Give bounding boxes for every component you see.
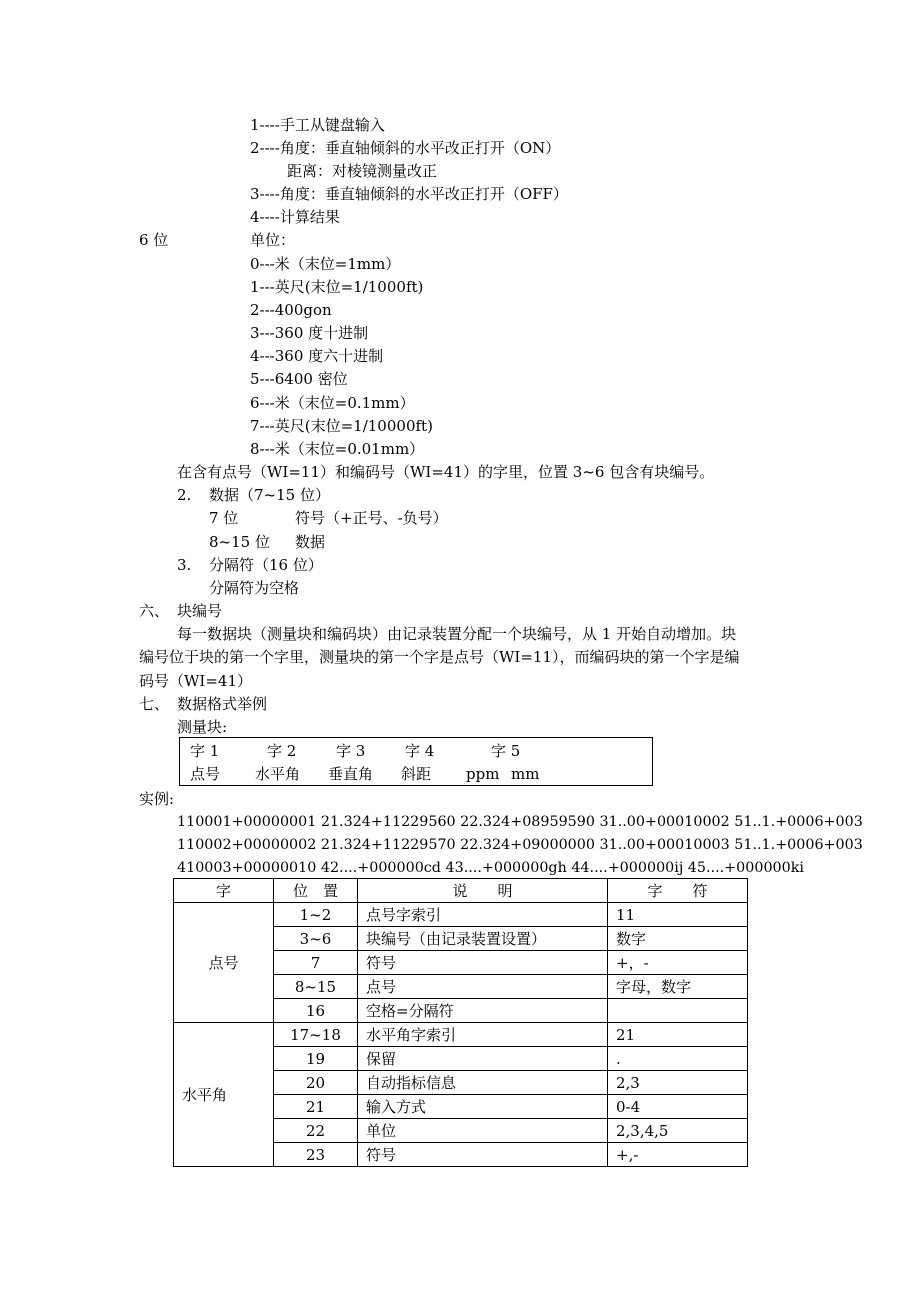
- example-line: 410003+00000010 42....+000000cd 43....+000000gh 44....+000000ij 45....+000000ki: [177, 860, 804, 876]
- word-label: 字 5: [491, 742, 521, 760]
- word-name: ppm: [466, 765, 500, 783]
- units-position-label: 6 位: [139, 231, 169, 249]
- input-mode-1: 1----手工从键盘输入: [250, 116, 385, 134]
- data-section-number: 2.: [177, 486, 192, 504]
- example-line: 110001+00000001 21.324+11229560 22.324+08959590 31..00+00010002 51..1.+0006+003: [177, 814, 863, 830]
- data-section-title: 数据（7~15 位）: [209, 486, 330, 504]
- word-name: 垂直角: [328, 765, 374, 783]
- description-cell: 点号: [358, 975, 608, 999]
- character-cell: 11: [608, 903, 748, 927]
- position-cell: 23: [274, 1143, 358, 1167]
- unit-item: 7---英尺(末位=1/10000ft): [250, 417, 433, 435]
- position-cell: 19: [274, 1047, 358, 1071]
- word-label: 字 1: [190, 742, 220, 760]
- description-cell: 自动指标信息: [358, 1071, 608, 1095]
- description-cell: 单位: [358, 1119, 608, 1143]
- character-cell: 2,3,4,5: [608, 1119, 748, 1143]
- character-cell: 字母，数字: [608, 975, 748, 999]
- example-line: 110002+00000002 21.324+11229570 22.324+09000000 31..00+00010003 51..1.+0006+003: [177, 837, 863, 853]
- description-cell: 水平角字索引: [358, 1023, 608, 1047]
- unit-item: 8---米（末位=0.01mm）: [250, 440, 425, 458]
- word-label: 字 4: [405, 742, 435, 760]
- table-header-cell: 说 明: [358, 879, 608, 903]
- description-cell: 符号: [358, 1143, 608, 1167]
- format-table: [173, 878, 748, 1167]
- position-cell: 1~2: [274, 903, 358, 927]
- section-6-number: 六、: [139, 602, 170, 620]
- table-header-cell: 字: [174, 879, 274, 903]
- description-cell: 符号: [358, 951, 608, 975]
- position-cell: 22: [274, 1119, 358, 1143]
- unit-item: 2---400gon: [250, 301, 332, 319]
- character-cell: 21: [608, 1023, 748, 1047]
- word-name: mm: [511, 765, 540, 783]
- measurement-block-label: 测量块:: [177, 718, 228, 736]
- character-cell: 数字: [608, 927, 748, 951]
- description-cell: 保留: [358, 1047, 608, 1071]
- group-point-number: 点号: [174, 903, 274, 1023]
- separator-section-number: 3.: [177, 556, 192, 574]
- position-cell: 7: [274, 951, 358, 975]
- position-cell: 3~6: [274, 927, 358, 951]
- section-6-para-line-1: 每一数据块（测量块和编码块）由记录装置分配一个块编号，从 1 开始自动增加。块: [177, 625, 737, 643]
- table-row: [174, 1023, 748, 1047]
- description-cell: 点号字索引: [358, 903, 608, 927]
- word-label: 字 2: [267, 742, 297, 760]
- word-label: 字 3: [336, 742, 366, 760]
- data-value-position: 8~15 位: [209, 533, 270, 551]
- description-cell: 块编号（由记录装置设置）: [358, 927, 608, 951]
- table-header-row: [174, 879, 748, 903]
- character-cell: +，-: [608, 951, 748, 975]
- separator-desc: 分隔符为空格: [209, 579, 300, 597]
- table-header-cell: 位 置: [274, 879, 358, 903]
- table-header-cell: 字 符: [608, 879, 748, 903]
- word-name: 斜距: [401, 765, 432, 783]
- character-cell: +,-: [608, 1143, 748, 1167]
- data-sign-position: 7 位: [209, 509, 239, 527]
- character-cell: [608, 999, 748, 1023]
- unit-item: 1---英尺(末位=1/1000ft): [250, 278, 424, 296]
- example-label: 实例:: [139, 790, 175, 808]
- description-cell: 输入方式: [358, 1095, 608, 1119]
- block-number-note: 在含有点号（WI=11）和编码号（WI=41）的字里，位置 3~6 包含有块编号。: [177, 463, 715, 481]
- character-cell: 2,3: [608, 1071, 748, 1095]
- input-mode-2-distance: 距离：对棱镜测量改正: [287, 162, 438, 180]
- word-name: 点号: [190, 765, 221, 783]
- data-sign-desc: 符号（+正号、-负号）: [295, 509, 448, 527]
- section-6-title: 块编号: [177, 602, 223, 620]
- separator-section-title: 分隔符（16 位）: [209, 556, 323, 574]
- position-cell: 17~18: [274, 1023, 358, 1047]
- unit-item: 3---360 度十进制: [250, 324, 369, 342]
- word-name: 水平角: [255, 765, 301, 783]
- table-row: [174, 903, 748, 927]
- character-cell: 0-4: [608, 1095, 748, 1119]
- input-mode-3: 3----角度：垂直轴倾斜的水平改正打开（OFF）: [250, 185, 568, 203]
- description-cell: 空格=分隔符: [358, 999, 608, 1023]
- input-mode-4: 4----计算结果: [250, 208, 340, 226]
- group-horizontal-angle: 水平角: [174, 1023, 274, 1167]
- unit-item: 6---米（末位=0.1mm）: [250, 394, 415, 412]
- units-title: 单位：: [250, 231, 296, 249]
- position-cell: 8~15: [274, 975, 358, 999]
- data-value-desc: 数据: [295, 533, 326, 551]
- position-cell: 21: [274, 1095, 358, 1119]
- position-cell: 16: [274, 999, 358, 1023]
- section-6-para-line-3: 码号（WI=41）: [139, 672, 252, 690]
- section-6-para-line-2: 编号位于块的第一个字里，测量块的第一个字是点号（WI=11），而编码块的第一个字是编: [139, 648, 740, 666]
- character-cell: .: [608, 1047, 748, 1071]
- unit-item: 4---360 度六十进制: [250, 347, 384, 365]
- input-mode-2: 2----角度：垂直轴倾斜的水平改正打开（ON）: [250, 139, 561, 157]
- unit-item: 5---6400 密位: [250, 370, 348, 388]
- section-7-title: 数据格式举例: [177, 695, 268, 713]
- section-7-number: 七、: [139, 695, 170, 713]
- unit-item: 0---米（末位=1mm）: [250, 255, 401, 273]
- position-cell: 20: [274, 1071, 358, 1095]
